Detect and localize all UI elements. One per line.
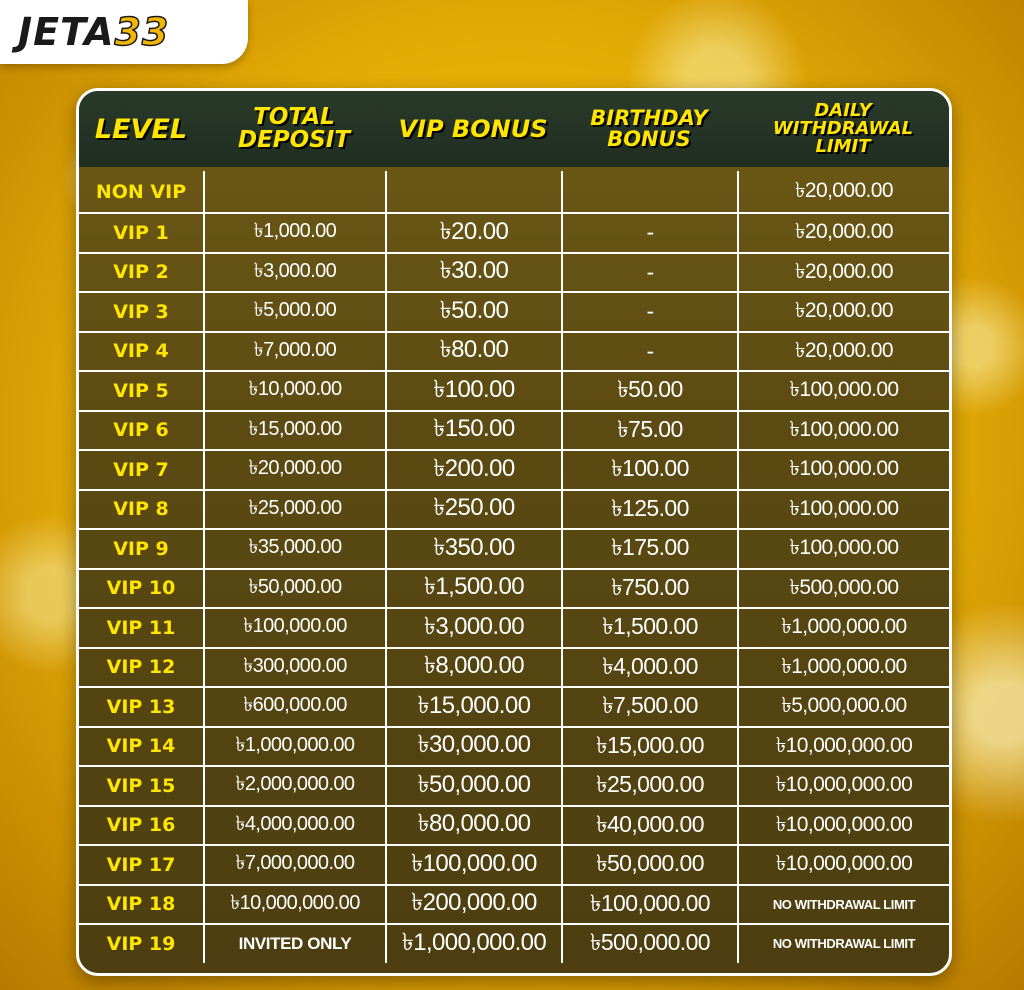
level-cell: VIP 9 <box>113 537 169 560</box>
total-deposit-cell: ৳7,000.00 <box>203 333 385 371</box>
vip-bonus-cell: ৳1,000,000.00 <box>385 925 561 963</box>
table-row <box>79 805 949 845</box>
total-deposit-cell: ৳1,000.00 <box>203 214 385 252</box>
vip-level-table <box>76 88 952 976</box>
vip-bonus-cell: ৳80,000.00 <box>385 807 561 845</box>
table-row <box>79 331 949 371</box>
withdrawal-limit-cell: ৳100,000.00 <box>737 412 949 450</box>
header-level: LEVEL <box>94 113 188 145</box>
table-row <box>79 171 949 212</box>
total-deposit-cell: ৳2,000,000.00 <box>203 767 385 805</box>
withdrawal-limit-cell: ৳1,000,000.00 <box>737 649 949 687</box>
table-row <box>79 410 949 450</box>
table-row <box>79 212 949 252</box>
withdrawal-limit-cell: ৳20,000.00 <box>737 214 949 252</box>
vip-bonus-cell: ৳100.00 <box>385 372 561 410</box>
header-vip-bonus: VIP BONUS <box>398 115 548 143</box>
brand-logo-badge <box>0 0 248 64</box>
total-deposit-cell: ৳5,000.00 <box>203 293 385 331</box>
level-cell: VIP 1 <box>113 221 169 244</box>
birthday-bonus-cell: ৳750.00 <box>561 570 737 608</box>
vip-bonus-cell: ৳100,000.00 <box>385 846 561 884</box>
level-cell: NON VIP <box>95 180 187 203</box>
total-deposit-cell: ৳10,000.00 <box>203 372 385 410</box>
vip-bonus-cell: ৳30,000.00 <box>385 728 561 766</box>
vip-bonus-cell: ৳15,000.00 <box>385 688 561 726</box>
table-row <box>79 647 949 687</box>
withdrawal-limit-cell: ৳20,000.00 <box>737 254 949 292</box>
table-row <box>79 765 949 805</box>
total-deposit-cell: ৳3,000.00 <box>203 254 385 292</box>
table-row <box>79 528 949 568</box>
birthday-bonus-cell: ৳40,000.00 <box>561 807 737 845</box>
table-row <box>79 489 949 529</box>
total-deposit-cell: ৳10,000,000.00 <box>203 886 385 924</box>
level-cell: VIP 6 <box>113 419 169 442</box>
total-deposit-cell: INVITED ONLY <box>203 925 385 963</box>
withdrawal-limit-cell: NO WITHDRAWAL LIMIT <box>737 886 949 924</box>
vip-bonus-cell: ৳350.00 <box>385 530 561 568</box>
vip-bonus-cell: ৳150.00 <box>385 412 561 450</box>
withdrawal-limit-cell: ৳5,000,000.00 <box>737 688 949 726</box>
total-deposit-cell: ৳25,000.00 <box>203 491 385 529</box>
withdrawal-limit-cell: ৳20,000.00 <box>737 293 949 331</box>
brand-logo-text: JETA <box>18 10 115 54</box>
withdrawal-limit-cell: ৳1,000,000.00 <box>737 609 949 647</box>
birthday-bonus-cell: ৳4,000.00 <box>561 649 737 687</box>
birthday-bonus-cell: ৳100.00 <box>561 451 737 489</box>
birthday-bonus-cell: - <box>561 214 737 252</box>
total-deposit-cell: ৳50,000.00 <box>203 570 385 608</box>
withdrawal-limit-cell: ৳100,000.00 <box>737 530 949 568</box>
vip-bonus-cell: ৳50.00 <box>385 293 561 331</box>
total-deposit-cell: ৳35,000.00 <box>203 530 385 568</box>
total-deposit-cell: ৳600,000.00 <box>203 688 385 726</box>
level-cell: VIP 15 <box>106 774 176 797</box>
total-deposit-cell <box>203 171 385 212</box>
total-deposit-cell: ৳100,000.00 <box>203 609 385 647</box>
birthday-bonus-cell: ৳50.00 <box>561 372 737 410</box>
withdrawal-limit-cell: ৳10,000,000.00 <box>737 728 949 766</box>
vip-bonus-cell <box>385 171 561 212</box>
table-row <box>79 726 949 766</box>
vip-bonus-cell: ৳200,000.00 <box>385 886 561 924</box>
total-deposit-cell: ৳4,000,000.00 <box>203 807 385 845</box>
table-row <box>79 686 949 726</box>
level-cell: VIP 10 <box>106 577 176 600</box>
table-row <box>79 568 949 608</box>
level-cell: VIP 3 <box>113 300 169 323</box>
birthday-bonus-cell: ৳7,500.00 <box>561 688 737 726</box>
table-body <box>79 171 949 963</box>
total-deposit-cell: ৳15,000.00 <box>203 412 385 450</box>
level-cell: VIP 4 <box>113 340 169 363</box>
level-cell: VIP 16 <box>106 814 176 837</box>
table-row <box>79 252 949 292</box>
birthday-bonus-cell: - <box>561 333 737 371</box>
birthday-bonus-cell: ৳50,000.00 <box>561 846 737 884</box>
birthday-bonus-cell: - <box>561 293 737 331</box>
vip-bonus-cell: ৳20.00 <box>385 214 561 252</box>
table-row <box>79 291 949 331</box>
vip-bonus-cell: ৳8,000.00 <box>385 649 561 687</box>
birthday-bonus-cell: ৳100,000.00 <box>561 886 737 924</box>
table-row <box>79 370 949 410</box>
level-cell: VIP 13 <box>106 695 176 718</box>
level-cell: VIP 17 <box>106 853 176 876</box>
vip-bonus-cell: ৳3,000.00 <box>385 609 561 647</box>
header-total-deposit: TOTAL DEPOSIT <box>237 104 351 153</box>
level-cell: VIP 18 <box>106 893 176 916</box>
level-cell: VIP 14 <box>106 735 176 758</box>
birthday-bonus-cell: ৳175.00 <box>561 530 737 568</box>
withdrawal-limit-cell: ৳20,000.00 <box>737 171 949 212</box>
withdrawal-limit-cell: ৳100,000.00 <box>737 372 949 410</box>
total-deposit-cell: ৳1,000,000.00 <box>203 728 385 766</box>
level-cell: VIP 5 <box>113 379 169 402</box>
total-deposit-cell: ৳20,000.00 <box>203 451 385 489</box>
vip-bonus-cell: ৳30.00 <box>385 254 561 292</box>
brand-logo <box>18 10 170 54</box>
withdrawal-limit-cell: ৳100,000.00 <box>737 491 949 529</box>
withdrawal-limit-cell: ৳20,000.00 <box>737 333 949 371</box>
table-row <box>79 844 949 884</box>
level-cell: VIP 11 <box>106 616 176 639</box>
birthday-bonus-cell: ৳1,500.00 <box>561 609 737 647</box>
level-cell: VIP 12 <box>106 656 176 679</box>
level-cell: VIP 7 <box>113 458 169 481</box>
table-row <box>79 607 949 647</box>
vip-bonus-cell: ৳50,000.00 <box>385 767 561 805</box>
level-cell: VIP 8 <box>113 498 169 521</box>
vip-bonus-cell: ৳1,500.00 <box>385 570 561 608</box>
withdrawal-limit-cell: ৳100,000.00 <box>737 451 949 489</box>
brand-logo-number: 33 <box>114 10 170 54</box>
birthday-bonus-cell <box>561 171 737 212</box>
table-row <box>79 923 949 963</box>
vip-bonus-cell: ৳80.00 <box>385 333 561 371</box>
withdrawal-limit-cell: ৳10,000,000.00 <box>737 846 949 884</box>
birthday-bonus-cell: - <box>561 254 737 292</box>
withdrawal-limit-cell: NO WITHDRAWAL LIMIT <box>737 925 949 963</box>
total-deposit-cell: ৳300,000.00 <box>203 649 385 687</box>
level-cell: VIP 2 <box>113 261 169 284</box>
birthday-bonus-cell: ৳75.00 <box>561 412 737 450</box>
table-row <box>79 884 949 924</box>
withdrawal-limit-cell: ৳10,000,000.00 <box>737 807 949 845</box>
vip-bonus-cell: ৳200.00 <box>385 451 561 489</box>
header-birthday-bonus: BIRTHDAY BONUS <box>590 106 708 151</box>
header-daily-withdrawal-limit: DAILY WITHDRAWAL LIMIT <box>772 100 914 157</box>
withdrawal-limit-cell: ৳500,000.00 <box>737 570 949 608</box>
table-row <box>79 449 949 489</box>
vip-bonus-cell: ৳250.00 <box>385 491 561 529</box>
level-cell: VIP 19 <box>106 932 176 955</box>
table-header <box>79 91 949 167</box>
birthday-bonus-cell: ৳25,000.00 <box>561 767 737 805</box>
birthday-bonus-cell: ৳500,000.00 <box>561 925 737 963</box>
birthday-bonus-cell: ৳125.00 <box>561 491 737 529</box>
birthday-bonus-cell: ৳15,000.00 <box>561 728 737 766</box>
total-deposit-cell: ৳7,000,000.00 <box>203 846 385 884</box>
withdrawal-limit-cell: ৳10,000,000.00 <box>737 767 949 805</box>
